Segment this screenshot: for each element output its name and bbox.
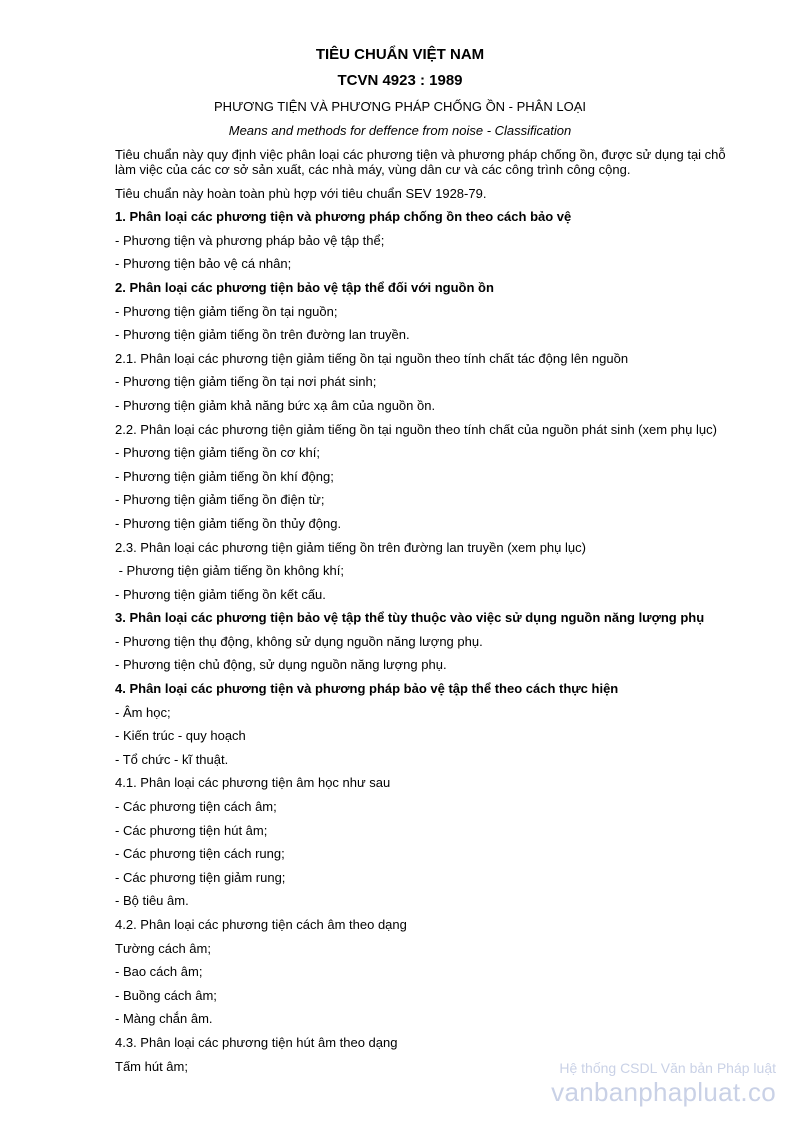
- paragraph: - Phương tiện giảm tiếng ồn trên đường lan truyền.: [115, 327, 410, 343]
- paragraph: 4.3. Phân loại các phương tiện hút âm theo dạng: [115, 1034, 398, 1050]
- standard-code: TCVN 4923 : 1989: [337, 72, 463, 89]
- paragraph: - Phương tiện giảm tiếng ồn thủy động.: [115, 515, 342, 531]
- section-heading: 2. Phân loại các phương tiện bảo vệ tập thể đối với nguồn ồn: [115, 279, 494, 295]
- paragraph: 2.3. Phân loại các phương tiện giảm tiếng ồn trên đường lan truyền (xem phụ lục): [115, 539, 586, 555]
- paragraph: 4.1. Phân loại các phương tiện âm học như sau: [115, 775, 391, 791]
- paragraph: Tường cách âm;: [115, 940, 211, 956]
- paragraph: 2.1. Phân loại các phương tiện giảm tiếng ồn tại nguồn theo tính chất tác động lên nguồn: [115, 350, 629, 366]
- paragraph: - Phương tiện giảm tiếng ồn khí động;: [115, 468, 334, 484]
- paragraph: - Phương tiện giảm tiếng ồn điện từ;: [115, 492, 325, 508]
- paragraph: - Buồng cách âm;: [115, 987, 217, 1003]
- watermark-line-1: Hệ thống CSDL Văn bản Pháp luật: [559, 1060, 776, 1076]
- section-heading: 4. Phân loại các phương tiện và phương pháp bảo vệ tập thể theo cách thực hiện: [115, 681, 619, 697]
- document-subtitle-english: Means and methods for deffence from noise - Classification: [228, 123, 572, 138]
- paragraph: - Các phương tiện giảm rung;: [115, 869, 286, 885]
- paragraph: 4.2. Phân loại các phương tiện cách âm theo dạng: [115, 917, 407, 932]
- paragraph: - Màng chắn âm.: [115, 1011, 213, 1027]
- paragraph: - Phương tiện giảm tiếng ồn cơ khí;: [115, 445, 320, 461]
- paragraph: - Phương tiện giảm tiếng ồn kết cấu.: [115, 586, 326, 602]
- section-heading: 1. Phân loại các phương tiện và phương pháp chống ồn theo cách bảo vệ: [115, 209, 572, 225]
- document-body: [115, 147, 735, 1082]
- paragraph: Tiêu chuẩn này quy định việc phân loại các phương tiện và phương pháp chống ồn, được sử dụng tại chỗ làm việc của các cơ sở sản xuất, các nhà máy, vùng dân cư và các công trình công cộng.: [115, 147, 726, 177]
- paragraph: Tấm hút âm;: [115, 1058, 188, 1074]
- paragraph: - Tổ chức - kĩ thuật.: [115, 751, 229, 767]
- watermark-line-2: vanbanphapluat.co: [551, 1077, 776, 1107]
- paragraph: 2.2. Phân loại các phương tiện giảm tiếng ồn tại nguồn theo tính chất của nguồn phát sinh (xem phụ lục): [115, 421, 717, 437]
- paragraph: - Kiến trúc - quy hoạch: [115, 728, 246, 744]
- paragraph: - Các phương tiện cách rung;: [115, 846, 285, 862]
- paragraph: - Các phương tiện hút âm;: [115, 822, 268, 838]
- paragraph: - Phương tiện chủ động, sử dụng nguồn năng lượng phụ.: [115, 657, 447, 673]
- paragraph: - Bộ tiêu âm.: [115, 893, 189, 909]
- paragraph: - Phương tiện giảm tiếng ồn tại nơi phát sinh;: [115, 374, 377, 390]
- paragraph: - Phương tiện bảo vệ cá nhân;: [115, 256, 292, 272]
- document-subtitle: PHƯƠNG TIỆN VÀ PHƯƠNG PHÁP CHỐNG ỒN - PHÂN LOẠI: [214, 99, 586, 114]
- paragraph: Tiêu chuẩn này hoàn toàn phù hợp với tiêu chuẩn SEV 1928-79.: [115, 185, 487, 201]
- paragraph: - Phương tiện giảm tiếng ồn tại nguồn;: [115, 303, 338, 319]
- paragraph: - Âm học;: [115, 704, 171, 720]
- paragraph: - Phương tiện và phương pháp bảo vệ tập thể;: [115, 232, 385, 248]
- section-heading: 3. Phân loại các phương tiện bảo vệ tập thể tùy thuộc vào việc sử dụng nguồn năng lượng phụ: [115, 610, 705, 626]
- paragraph: - Phương tiện giảm tiếng ồn không khí;: [115, 563, 344, 579]
- paragraph: - Phương tiện thụ động, không sử dụng nguồn năng lượng phụ.: [115, 633, 483, 649]
- watermark: [551, 1060, 776, 1108]
- paragraph: - Các phương tiện cách âm;: [115, 799, 277, 815]
- paragraph: - Phương tiện giảm khả năng bức xạ âm của nguồn ồn.: [115, 397, 436, 413]
- document-title: TIÊU CHUẨN VIỆT NAM: [315, 46, 485, 63]
- paragraph: - Bao cách âm;: [115, 964, 203, 980]
